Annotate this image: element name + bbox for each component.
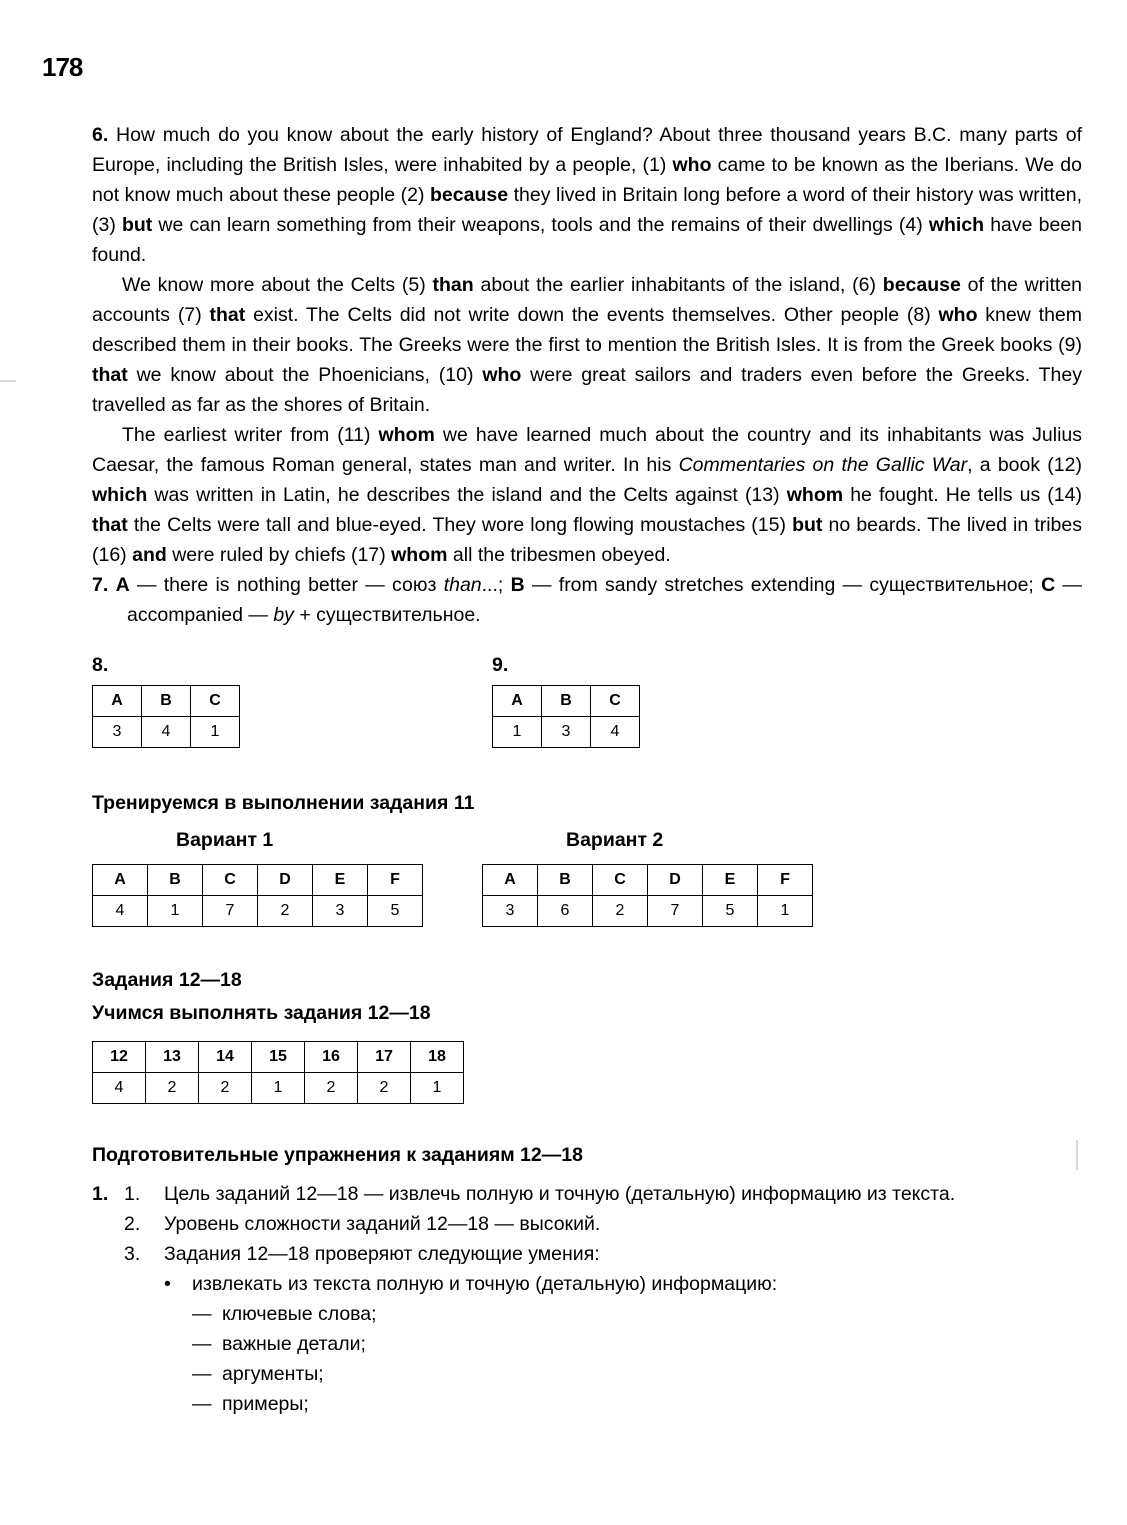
text-run: — from sandy stretches extending — существительное; <box>524 574 1042 596</box>
dash-marker: — <box>192 1363 212 1385</box>
dash-item <box>92 1299 1082 1329</box>
table-cell: 2 <box>593 896 648 927</box>
list-item-number: 3. <box>124 1243 141 1265</box>
table-header-row <box>493 686 640 717</box>
answer-word: who <box>482 364 522 386</box>
answer-word: who <box>938 304 978 326</box>
table-row <box>93 717 240 748</box>
option-letter-a: A <box>115 574 130 596</box>
exercise-9-table <box>492 685 640 748</box>
table-cell: 2 <box>199 1073 252 1104</box>
text-run: The earliest writer from (11) <box>122 424 379 446</box>
text-run: they lived in Britain long before a word of their history was written, (3) <box>92 184 1082 236</box>
text-run: was written in Latin, he describes the island and the Celts against (13) <box>147 484 787 506</box>
table-cell: 7 <box>203 896 258 927</box>
tasks-12-18-heading-2: Учимся выполнять задания 12—18 <box>92 1002 431 1024</box>
answer-word: which <box>928 214 985 236</box>
table-cell: 4 <box>93 896 148 927</box>
text-run: about the earlier inhabitants of the island, (6) <box>473 274 883 296</box>
list-item <box>92 1179 1082 1209</box>
spacer <box>92 1239 124 1269</box>
dash-item <box>92 1359 1082 1389</box>
table-cell: 1 <box>191 717 240 748</box>
text-run: we have learned much about the country and its inhabitants was Julius Caesar, the famous Roman general, states man and writer. In his <box>92 424 1082 476</box>
list-item <box>92 1209 1082 1239</box>
answer-word: but <box>121 214 153 236</box>
table-cell: 4 <box>93 1073 146 1104</box>
variant-2-title: Вариант 2 <box>566 829 664 851</box>
table-header-cell: C <box>191 686 240 717</box>
answers-8-9-row <box>92 654 1082 748</box>
table-row <box>93 896 423 927</box>
exercise-7-label: 7. <box>92 574 109 596</box>
table-header-row <box>93 1042 464 1073</box>
dash-text: аргументы; <box>222 1363 324 1385</box>
spacer <box>92 1359 192 1389</box>
training-11-variants-row <box>92 829 1082 927</box>
variant-2-block <box>482 829 813 927</box>
spacer <box>92 1269 164 1299</box>
answer-word: which <box>92 484 148 506</box>
answer-word: whom <box>378 424 435 446</box>
table-header-cell: 15 <box>252 1042 305 1073</box>
table-cell: 5 <box>368 896 423 927</box>
variant-1-title: Вариант 1 <box>176 829 274 851</box>
table-cell: 7 <box>648 896 703 927</box>
answer-word: whom <box>391 544 448 566</box>
book-title: Commentaries on the Gallic War <box>678 454 968 476</box>
page-number: 178 <box>42 52 83 82</box>
spacer <box>92 1329 192 1359</box>
bullet-text: извлекать из текста полную и точную (детальную) информацию: <box>192 1273 778 1295</box>
dash-text: ключевые слова; <box>222 1303 377 1325</box>
answer-word: that <box>92 514 128 536</box>
text-run: came to be known as the Iberians. We do not know much about these people (2) <box>92 154 1082 206</box>
table-cell: 3 <box>93 717 142 748</box>
text-run: the Celts were tall and blue-eyed. They wore long flowing moustaches (15) <box>127 514 793 536</box>
exercise-6-paragraph-3 <box>92 420 1082 570</box>
table-cell: 1 <box>252 1073 305 1104</box>
text-run: exist. The Celts did not write down the events themselves. Other people (8) <box>245 304 939 326</box>
table-row <box>93 1073 464 1104</box>
answer-word: than <box>432 274 474 296</box>
bullet-item <box>92 1269 1082 1299</box>
dash-marker: — <box>192 1393 212 1415</box>
prep-heading: Подготовительные упражнения к заданиям 12—18 <box>92 1144 583 1166</box>
answer-word: that <box>92 364 128 386</box>
table-header-cell: 14 <box>199 1042 252 1073</box>
table-header-cell: F <box>368 865 423 896</box>
table-row <box>483 896 813 927</box>
italic-term: by <box>273 604 294 626</box>
table-header-cell: 12 <box>93 1042 146 1073</box>
table-header-cell: A <box>93 686 142 717</box>
variant-2-table <box>482 864 813 927</box>
text-run: How much do you know about the early history of England? About three thousand years B.C. many parts of Europe, including the British Isles, were inhabited by a people, (1) <box>92 124 1082 176</box>
table-header-cell: C <box>591 686 640 717</box>
text-run: — accompanied — <box>127 574 1083 626</box>
text-run: all the tribesmen obeyed. <box>447 544 671 566</box>
text-run: we can learn something from their weapons, tools and the remains of their dwellings (4) <box>152 214 929 236</box>
option-letter-b: B <box>510 574 525 596</box>
text-run: were great sailors and traders even before the Greeks. They travelled as far as the shores of Britain. <box>92 364 1082 416</box>
answer-word: but <box>792 514 823 536</box>
page-content <box>92 120 1082 1419</box>
training-11-heading: Тренируемся в выполнении задания 11 <box>92 792 475 814</box>
table-header-cell: A <box>483 865 538 896</box>
table-cell: 4 <box>591 717 640 748</box>
list-item-number: 1. <box>124 1183 141 1205</box>
variant-1-table <box>92 864 423 927</box>
table-cell: 1 <box>411 1073 464 1104</box>
table-row <box>493 717 640 748</box>
table-cell: 3 <box>483 896 538 927</box>
text-run: We know more about the Celts (5) <box>122 274 433 296</box>
table-header-cell: 13 <box>146 1042 199 1073</box>
table-cell: 3 <box>542 717 591 748</box>
text-run: he fought. He tells us (14) <box>843 484 1082 506</box>
text-run: no beards. The lived in tribes (16) <box>92 514 1082 566</box>
table-cell: 2 <box>258 896 313 927</box>
answer-word: whom <box>786 484 844 506</box>
list-item-text: Уровень сложности заданий 12—18 — высокий. <box>164 1213 601 1235</box>
tasks-12-18-heading-1: Задания 12—18 <box>92 969 242 991</box>
table-header-cell: F <box>758 865 813 896</box>
table-cell: 1 <box>148 896 203 927</box>
table-cell: 2 <box>358 1073 411 1104</box>
prep-list <box>92 1179 1082 1419</box>
option-letter-c: C <box>1041 574 1056 596</box>
table-header-cell: B <box>148 865 203 896</box>
answer-word: who <box>672 154 712 176</box>
spacer <box>92 1389 192 1419</box>
text-run: , a book (12) <box>967 454 1082 476</box>
exercise-6-label: 6. <box>92 124 109 146</box>
table-cell: 6 <box>538 896 593 927</box>
table-header-row <box>93 686 240 717</box>
table-header-cell: B <box>142 686 191 717</box>
dash-marker: — <box>192 1303 212 1325</box>
text-run: have been found. <box>92 214 1082 266</box>
table-header-cell: E <box>703 865 758 896</box>
text-run: were ruled by chiefs (17) <box>166 544 392 566</box>
spacer <box>92 1299 192 1329</box>
table-cell: 1 <box>493 717 542 748</box>
list-item-number: 2. <box>124 1213 141 1235</box>
table-header-cell: D <box>648 865 703 896</box>
table-header-row <box>93 865 423 896</box>
exercise-9-label: 9. <box>492 654 509 676</box>
answer-word: and <box>132 544 167 566</box>
dash-marker: — <box>192 1333 212 1355</box>
table-header-cell: A <box>493 686 542 717</box>
list-item <box>92 1239 1082 1269</box>
prep-group-label: 1. <box>92 1183 109 1205</box>
answer-word: because <box>430 184 509 206</box>
table-cell: 2 <box>305 1073 358 1104</box>
spacer <box>92 1209 124 1239</box>
text-run: + существительное. <box>293 604 481 626</box>
table-header-cell: C <box>593 865 648 896</box>
table-header-cell: A <box>93 865 148 896</box>
exercise-8-table <box>92 685 240 748</box>
table-cell: 2 <box>146 1073 199 1104</box>
text-run: of the written accounts (7) <box>92 274 1083 326</box>
tasks-12-18-table <box>92 1041 464 1104</box>
table-cell: 3 <box>313 896 368 927</box>
answer-word: because <box>882 274 961 296</box>
list-item-text: Задания 12—18 проверяют следующие умения: <box>164 1243 600 1265</box>
text-run: we know about the Phoenicians, (10) <box>127 364 483 386</box>
exercise-7-paragraph <box>92 570 1082 630</box>
table-cell: 5 <box>703 896 758 927</box>
table-header-cell: C <box>203 865 258 896</box>
dash-text: важные детали; <box>222 1333 366 1355</box>
exercise-6-paragraph-2 <box>92 270 1082 420</box>
dash-item <box>92 1329 1082 1359</box>
table-header-cell: B <box>542 686 591 717</box>
text-run: — there is nothing better — союз <box>129 574 444 596</box>
exercise-6-paragraph-1 <box>92 120 1082 270</box>
italic-term: than <box>443 574 482 596</box>
table-header-cell: 16 <box>305 1042 358 1073</box>
exercise-8-label: 8. <box>92 654 109 676</box>
table-header-cell: D <box>258 865 313 896</box>
answer-word: that <box>209 304 246 326</box>
exercise-8-block <box>92 654 492 748</box>
exercise-9-block <box>492 654 640 748</box>
dash-item <box>92 1389 1082 1419</box>
table-header-cell: 17 <box>358 1042 411 1073</box>
table-cell: 4 <box>142 717 191 748</box>
table-header-row <box>483 865 813 896</box>
page-edge-artifact <box>0 380 16 382</box>
text-run: ...; <box>481 574 511 596</box>
table-cell: 1 <box>758 896 813 927</box>
variant-1-block <box>92 829 482 927</box>
table-header-cell: B <box>538 865 593 896</box>
table-header-cell: E <box>313 865 368 896</box>
text-run: knew them described them in their books. The Greeks were the first to mention the British Isles. It is from the Greek books (9) <box>92 304 1082 356</box>
dash-text: примеры; <box>222 1393 309 1415</box>
list-item-text: Цель заданий 12—18 — извлечь полную и точную (детальную) информацию из текста. <box>164 1183 956 1205</box>
bullet-marker: • <box>164 1273 171 1295</box>
table-header-cell: 18 <box>411 1042 464 1073</box>
